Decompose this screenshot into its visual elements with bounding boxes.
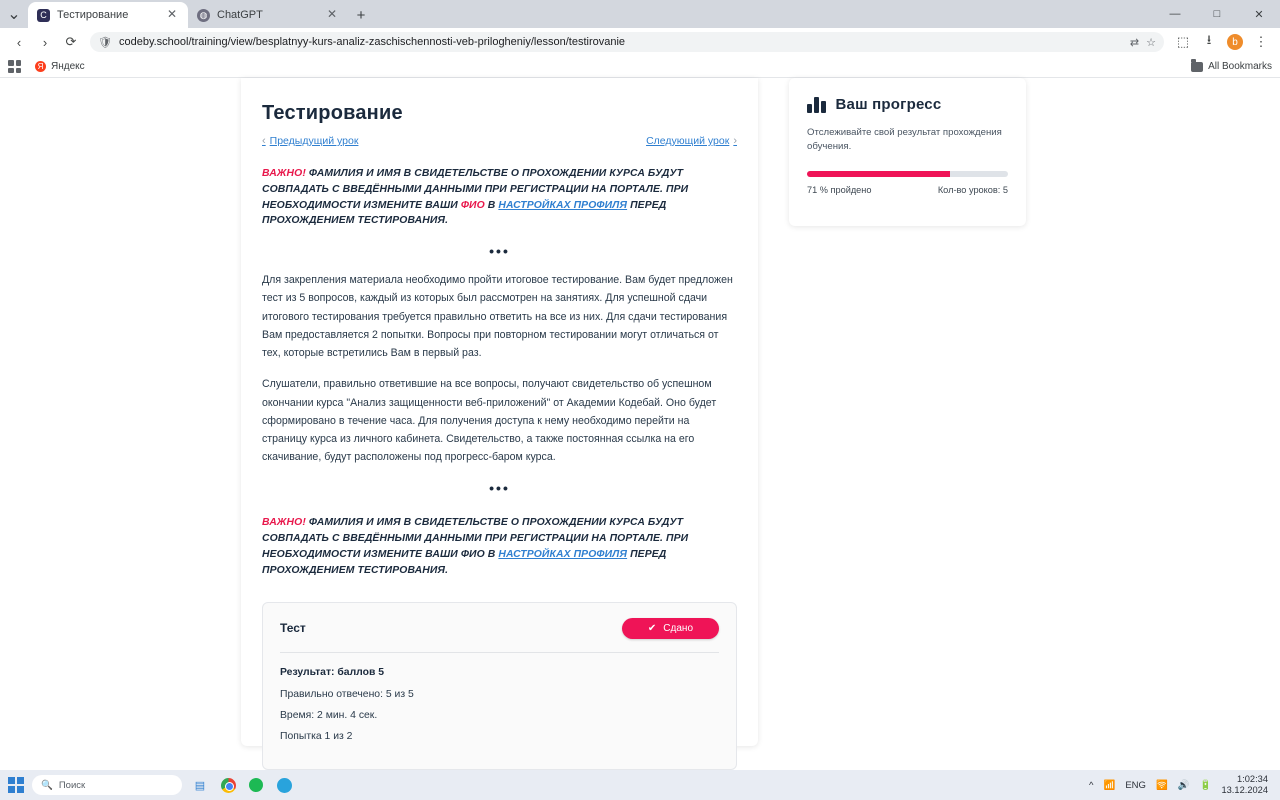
stats-icon[interactable]: 📶 — [1103, 779, 1116, 791]
status-badge-label: Сдано — [663, 622, 693, 634]
maximize-button[interactable]: □ — [1213, 8, 1221, 20]
progress-percent-label: 71 % пройдено — [807, 184, 872, 195]
volume-icon[interactable]: 🔊 — [1177, 779, 1190, 791]
notice2-warning-word: ВАЖНО! — [262, 517, 306, 529]
tab-title: Тестирование — [57, 9, 129, 21]
task-view-icon[interactable]: ▤ — [194, 779, 206, 792]
next-lesson-label: Следующий урок — [646, 135, 730, 147]
section-divider-dots-1: ••• — [489, 243, 510, 260]
browser-menu-icon[interactable]: ⋮ — [1254, 34, 1268, 49]
tray-expand-icon[interactable]: ^ — [1089, 779, 1094, 791]
all-bookmarks-label: All Bookmarks — [1208, 61, 1272, 72]
notice-warning-word: ВАЖНО! — [262, 168, 306, 179]
bar-chart-icon — [807, 95, 826, 113]
windows-icon[interactable] — [8, 777, 24, 793]
address-bar[interactable] — [90, 32, 1164, 52]
reload-icon[interactable]: ⟳ — [65, 34, 77, 49]
spotify-icon[interactable] — [246, 775, 266, 795]
progress-title: Ваш прогресс — [835, 95, 942, 113]
back-icon[interactable]: ‹ — [16, 34, 22, 50]
browser-toolbar — [0, 28, 1280, 56]
test-time: Время: 2 мин. 4 сек. — [280, 709, 378, 721]
next-lesson-link[interactable] — [646, 135, 737, 147]
lesson-card — [241, 78, 758, 746]
clock[interactable] — [1221, 774, 1268, 797]
forward-icon[interactable]: › — [42, 34, 48, 50]
test-score: Результат: баллов 5 — [280, 666, 385, 678]
lesson-nav-top — [262, 135, 737, 147]
chevron-right-icon: › — [733, 135, 737, 147]
translate-icon[interactable]: ⇄ — [1129, 36, 1140, 49]
search-input[interactable] — [32, 775, 182, 795]
profile-settings-link-2[interactable]: НАСТРОЙКАХ ПРОФИЛЯ — [498, 549, 628, 561]
language-indicator[interactable]: ENG — [1125, 779, 1146, 791]
avatar[interactable] — [1224, 31, 1246, 53]
bookmark-yandex[interactable] — [35, 61, 85, 72]
window-controls — [1154, 0, 1280, 28]
search-icon: 🔍 — [41, 779, 53, 791]
section-divider-dots-2: ••• — [489, 480, 510, 497]
bookmarks-bar — [0, 56, 1280, 78]
profile-settings-link[interactable]: НАСТРОЙКАХ ПРОФИЛЯ — [498, 199, 628, 211]
tab-strip — [0, 0, 1280, 28]
star-icon[interactable]: ☆ — [1146, 36, 1156, 49]
tab-close-icon[interactable]: ✕ — [326, 7, 338, 21]
windows-taskbar — [0, 770, 1280, 800]
test-results — [280, 667, 719, 742]
browser-tab-testirovanie[interactable] — [28, 2, 188, 28]
important-notice-top — [262, 166, 737, 229]
notice2-text-1: ФАМИЛИЯ И ИМЯ В СВИДЕТЕЛЬСТВЕ О ПРОХОЖДЕНИИ КУРСА БУДУТ СОВПАДАТЬ С ВВЕДЁННЫМИ ДАННЫМИ ПРИ РЕГИСТРАЦИИ НА ПОРТАЛЕ. ПРИ НЕОБХОДИМОСТИ ИЗМЕНИТЕ ВАШИ ФИО В — [262, 517, 689, 561]
browser-tab-chatgpt[interactable] — [188, 2, 348, 28]
lesson-paragraph-1: Для закрепления материала необходимо пройти итоговое тестирование. Вам будет предложен тест из 5 вопросов, каждый из которых был рассмотрен на занятиях. Для успешной сдачи итогового тестирования требуется правильно ответить на все из них. Для сдачи тестирования Вам предоставляется 2 попытки. Вопросы при повторном тестировании могут отличаться от тех, которые встретились Вам в первый раз. — [262, 274, 733, 360]
close-window-button[interactable]: ✕ — [1254, 8, 1264, 21]
clock-date: 13.12.2024 — [1221, 785, 1268, 795]
chrome-icon[interactable] — [218, 775, 238, 795]
test-correct-count: Правильно отвечено: 5 из 5 — [280, 688, 414, 700]
status-badge[interactable] — [622, 618, 719, 639]
search-placeholder: Поиск — [58, 779, 86, 791]
progress-card — [789, 78, 1026, 226]
folder-icon — [1191, 62, 1203, 72]
tab-search-icon[interactable]: ⌄ — [7, 6, 21, 23]
puzzle-icon[interactable]: ⬚ — [1176, 34, 1190, 49]
progress-bar-track — [807, 171, 1008, 177]
chevron-left-icon: ‹ — [262, 135, 266, 147]
new-tab-button[interactable]: + — [356, 6, 366, 24]
lesson-paragraph-2: Слушатели, правильно ответившие на все вопросы, получают свидетельство об успешном окончании курса "Анализ защищенности веб-приложений" от Академии Кодебай. Оно будет сформировано в течение часа. Для получения доступа к нему необходимо перейти на страницу курса из личного кабинета. Свидетельство, а также постоянная ссылка на его скачивание, будут расположены под прогресс-баром курса. — [262, 378, 717, 464]
system-tray — [1089, 774, 1272, 797]
progress-footer — [807, 185, 1008, 195]
progress-header — [807, 95, 1008, 113]
important-notice-bottom — [262, 515, 737, 578]
battery-icon[interactable]: 🔋 — [1199, 779, 1212, 791]
prev-lesson-label: Предыдущий урок — [269, 135, 359, 147]
clock-time: 1:02:34 — [1236, 773, 1268, 784]
test-heading: Тест — [280, 621, 306, 636]
test-header — [280, 618, 719, 653]
test-attempt: Попытка 1 из 2 — [280, 730, 353, 742]
minimize-button[interactable]: — — [1169, 8, 1181, 20]
apps-grid-icon[interactable] — [8, 60, 21, 73]
progress-subtitle: Отслеживайте свой результат прохождения обучения. — [807, 127, 1002, 153]
wifi-icon[interactable]: 🛜 — [1155, 779, 1168, 791]
site-info-icon[interactable]: 🛡 — [98, 36, 112, 49]
tab-title: ChatGPT — [217, 9, 263, 21]
profile-initial: b — [1227, 34, 1243, 50]
yandex-icon: Я — [35, 61, 46, 72]
notice-fio: ФИО — [460, 199, 485, 211]
telegram-icon[interactable] — [274, 775, 294, 795]
notice-text-3: ПЕРЕД ПРОХОЖДЕНИЕМ ТЕСТИРОВАНИЯ. — [262, 199, 667, 227]
chatgpt-icon: ◍ — [197, 9, 210, 22]
test-result-box — [262, 602, 737, 770]
bookmark-label: Яндекс — [51, 61, 85, 72]
codeby-icon: C — [37, 9, 50, 22]
all-bookmarks-button[interactable] — [1191, 61, 1272, 72]
prev-lesson-link[interactable] — [262, 135, 358, 147]
tab-close-icon[interactable]: ✕ — [166, 7, 178, 21]
address-bar-url: codeby.school/training/view/besplatnyy-kurs-analiz-zaschischennosti-veb-prilogheniy/lesson/testirovanie — [118, 36, 626, 48]
download-icon[interactable]: ⭳ — [1206, 32, 1212, 47]
page-viewport — [0, 78, 1280, 770]
notice-text-1: ФАМИЛИЯ И ИМЯ В СВИДЕТЕЛЬСТВЕ О ПРОХОЖДЕНИИ КУРСА БУДУТ СОВПАДАТЬ С ВВЕДЁННЫМИ ДАННЫМИ ПРИ РЕГИСТРАЦИИ НА ПОРТАЛЕ. ПРИ НЕОБХОДИМОСТИ ИЗМЕНИТЕ ВАШИ — [262, 168, 689, 211]
notice-text-2: В — [484, 199, 499, 211]
progress-bar-fill — [807, 171, 950, 177]
progress-lessons-label: Кол-во уроков: 5 — [937, 184, 1008, 195]
check-icon: ✔ — [647, 622, 657, 634]
notice2-text-3: ПЕРЕД ПРОХОЖДЕНИЕМ ТЕСТИРОВАНИЯ. — [262, 549, 667, 576]
page-title: Тестирование — [262, 102, 403, 124]
